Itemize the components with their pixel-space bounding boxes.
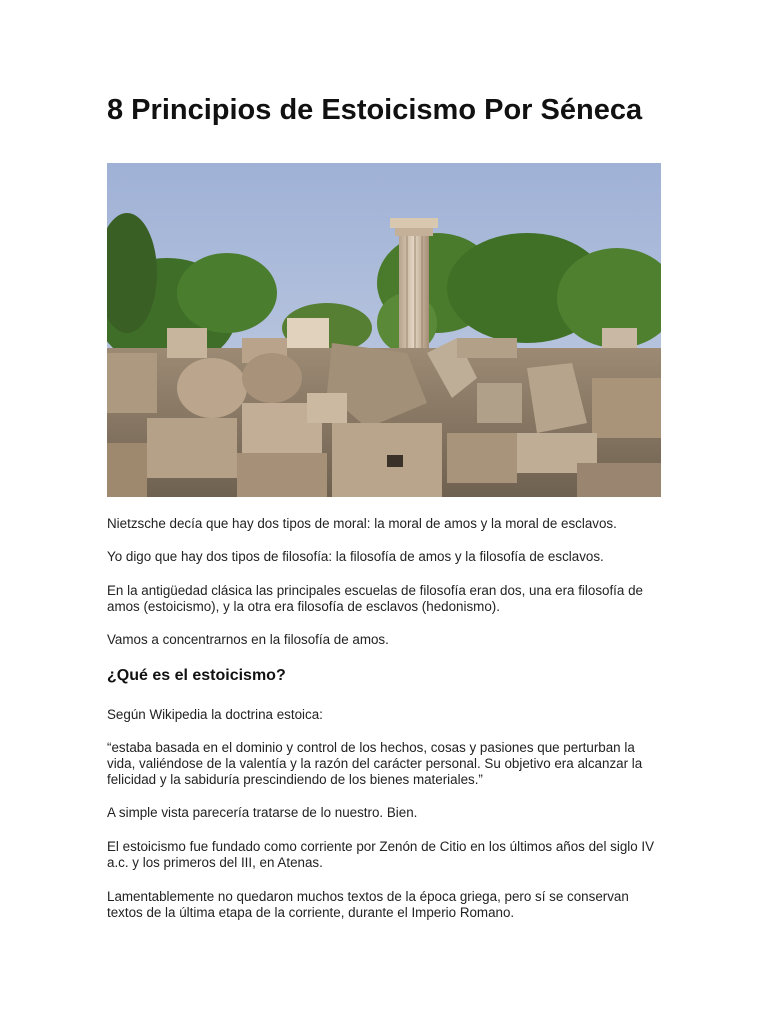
paragraph-simple-vista: A simple vista parecería tratarse de lo nuestro. Bien. — [107, 805, 418, 820]
page-title: 8 Principios de Estoicismo Por Séneca — [107, 94, 643, 126]
ruined-greek-temple-image — [107, 163, 661, 497]
paragraph-wikipedia: Según Wikipedia la doctrina estoica: — [107, 707, 323, 722]
section-heading: ¿Qué es el estoicismo? — [107, 667, 286, 684]
paragraph-textos: Lamentablemente no quedaron muchos textos de la época griega, pero sí se conservan textos de la última etapa de la corriente, durante el Imperio Romano. — [107, 889, 629, 920]
paragraph-intro-moral: Nietzsche decía que hay dos tipos de moral: la moral de amos y la moral de esclavos. — [107, 516, 617, 531]
paragraph-zenon: El estoicismo fue fundado como corriente por Zenón de Citio en los últimos años del siglo IV a.c. y los primeros del III, en Atenas. — [107, 839, 655, 870]
paragraph-quote: “estaba basada en el dominio y control de los hechos, cosas y pasiones que perturban la vida, valiéndose de la valentía y la razón del carácter personal. Su objetivo era alcanzar la felicidad y la sabiduría prescindiendo de los bienes materiales.” — [107, 740, 643, 787]
paragraph-antiguedad-clasica: En la antigüedad clásica las principales escuelas de filosofía eran dos, una era filosofía de amos (estoicismo), y la otra era filosofía de esclavos (hedonismo). — [107, 583, 643, 614]
paragraph-filosofia-amos: Vamos a concentrarnos en la filosofía de amos. — [107, 632, 389, 647]
paragraph-tipos-filosofia: Yo digo que hay dos tipos de filosofía: la filosofía de amos y la filosofía de esclavos. — [107, 549, 604, 564]
